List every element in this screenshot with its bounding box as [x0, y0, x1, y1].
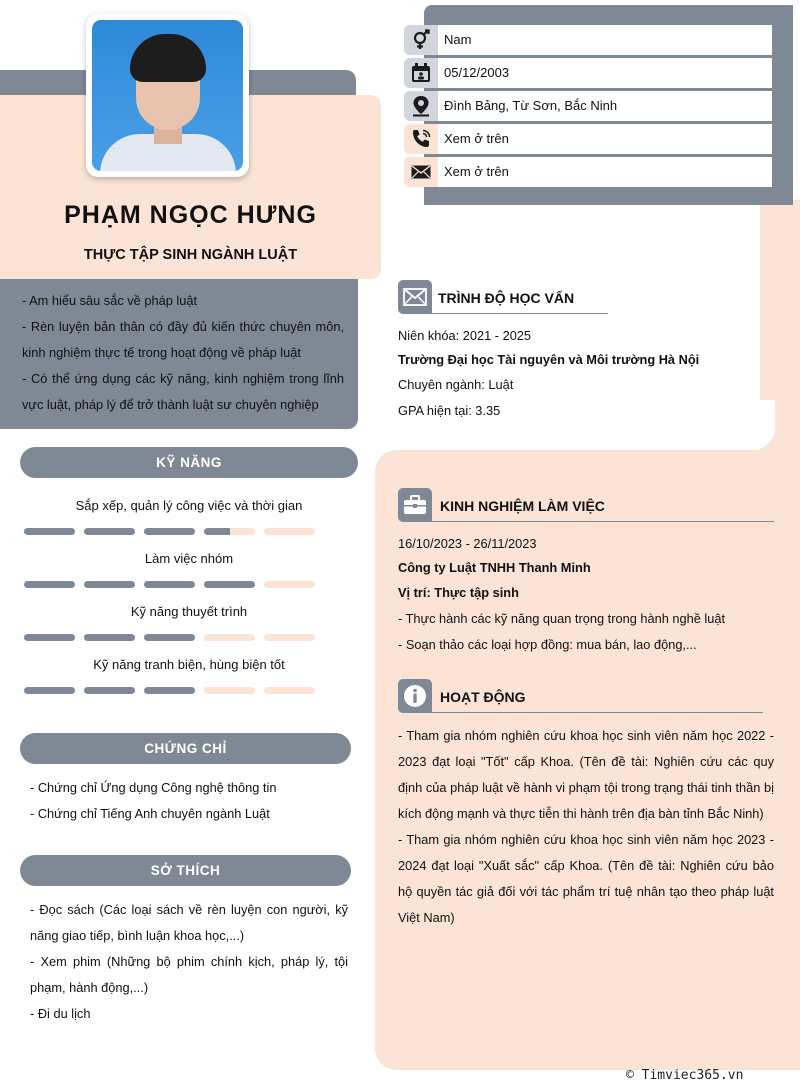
- skill-level-fill: [84, 687, 135, 694]
- skill-level-segment: [84, 581, 135, 588]
- activities-header: [398, 679, 763, 713]
- certificates-header: CHỨNG CHỈ: [20, 733, 351, 764]
- email-value: Xem ở trên: [438, 157, 772, 187]
- education-gpa: GPA hiện tại: 3.35: [398, 403, 501, 418]
- experience-divider: [432, 521, 774, 522]
- activity-item: - Tham gia nhóm nghiên cứu khoa học sinh viên năm học 2022 - 2023 đạt loại "Tốt" cấp Khoa. (Tên đề tài: Nghiên cứu các quy định của pháp luật về hành vi phạm tội trong trạng thái tinh thần bị kích động mạnh và thực tiễn thi hành trên địa bàn tỉnh Bắc Ninh): [398, 728, 774, 821]
- certificate-item: - Chứng chỉ Tiếng Anh chuyên ngành Luật: [30, 806, 270, 821]
- skill-name: Làm việc nhóm: [144, 551, 234, 566]
- envelope-icon: [404, 157, 438, 187]
- skill-name: Kỹ năng tranh biện, hùng biện tốt: [93, 657, 285, 672]
- skill-level-fill: [24, 581, 75, 588]
- experience-position: Vị trí: Thực tập sinh: [398, 585, 519, 600]
- hobbies-header: SỞ THÍCH: [20, 855, 351, 886]
- avatar-photo: [92, 20, 243, 171]
- certificates-list: [30, 775, 348, 827]
- skill-level-fill: [24, 687, 75, 694]
- certificate-item: - Chứng chỉ Ứng dụng Công nghệ thông tin: [30, 780, 277, 795]
- experience-header: [398, 488, 774, 522]
- skill-level-segment: [24, 634, 75, 641]
- skill-name: Sắp xếp, quản lý công việc và thời gian: [75, 498, 303, 513]
- contact-row-phone: [404, 124, 772, 154]
- hobbies-list: [30, 897, 348, 1027]
- education-header: [398, 280, 608, 314]
- activities-title: HOẠT ĐỘNG: [440, 689, 526, 705]
- career-summary: [22, 288, 344, 418]
- skill-level-bar: [24, 687, 316, 694]
- skill-level-fill: [144, 581, 195, 588]
- skill-level-bar: [24, 634, 316, 641]
- skill-level-fill: [204, 528, 230, 535]
- gender-icon: [404, 25, 438, 55]
- activities-list: [398, 723, 774, 931]
- education-period: Niên khóa: 2021 - 2025: [398, 328, 532, 343]
- gender-value: Nam: [438, 25, 772, 55]
- experience-period: 16/10/2023 - 26/11/2023: [398, 536, 537, 551]
- education-major: Chuyên ngành: Luật: [398, 377, 514, 392]
- phone-value: Xem ở trên: [438, 124, 772, 154]
- skill-name: Kỹ năng thuyết trình: [130, 604, 248, 619]
- activity-item: - Tham gia nhóm nghiên cứu khoa học sinh viên năm học 2023 - 2024 đạt loại "Xuất sắc" cấp Khoa. (Tên đề tài: Nghiên cứu bảo hộ quyền tác giả đối với tác phẩm trí tuệ nhân tạo theo pháp luật Việt Nam): [398, 832, 774, 925]
- skill-level-segment: [204, 581, 255, 588]
- calendar-icon: [404, 58, 438, 88]
- contact-row-address: [404, 91, 772, 121]
- activities-divider: [432, 712, 763, 713]
- skill-level-segment: [84, 687, 135, 694]
- skill-level-segment: [144, 581, 195, 588]
- experience-company: Công ty Luật TNHH Thanh Minh: [398, 560, 591, 575]
- summary-line: - Có thể ứng dụng các kỹ năng, kinh nghiệm trong lĩnh vực luật, pháp lý để trở thành luật sư chuyên nghiệp: [22, 371, 344, 412]
- avatar: [86, 14, 249, 177]
- skill-level-segment: [204, 634, 255, 641]
- skill-level-fill: [84, 581, 135, 588]
- education-title: TRÌNH ĐỘ HỌC VẤN: [438, 290, 575, 306]
- contact-row-gender: [404, 25, 772, 55]
- hobby-item: - Xem phim (Những bộ phim chính kịch, pháp lý, tội phạm, hành động,...): [30, 954, 348, 995]
- skill-level-segment: [264, 687, 315, 694]
- skill-level-fill: [24, 634, 75, 641]
- skill-level-fill: [84, 634, 135, 641]
- skill-level-segment: [264, 634, 315, 641]
- skill-level-segment: [204, 528, 255, 535]
- skill-level-fill: [144, 687, 195, 694]
- skill-level-segment: [144, 687, 195, 694]
- contact-row-email: [404, 157, 772, 187]
- skill-level-fill: [144, 528, 195, 535]
- experience-task: - Soạn thảo các loại hợp đồng: mua bán, lao động,...: [398, 637, 697, 652]
- experience-task: - Thực hành các kỹ năng quan trọng trong hành nghề luật: [398, 611, 726, 626]
- education-school: Trường Đại học Tài nguyên và Môi trường Hà Nội: [398, 352, 700, 367]
- skill-level-fill: [144, 634, 195, 641]
- skill-level-fill: [204, 581, 255, 588]
- birthday-value: 05/12/2003: [438, 58, 772, 88]
- info-icon: [398, 679, 432, 713]
- summary-line: - Am hiểu sâu sắc về pháp luật: [22, 293, 197, 308]
- skill-level-bar: [24, 528, 316, 535]
- skill-level-segment: [84, 528, 135, 535]
- candidate-name: PHẠM NGỌC HƯNG: [64, 201, 317, 229]
- skill-level-segment: [144, 634, 195, 641]
- skill-level-segment: [84, 634, 135, 641]
- skill-level-segment: [24, 528, 75, 535]
- skills-header: KỸ NĂNG: [20, 447, 358, 478]
- copyright-footer: © Timviec365.vn: [626, 1068, 744, 1083]
- summary-line: - Rèn luyện bản thân có đầy đủ kiến thức chuyên môn, kinh nghiệm thực tế trong hoạt động về pháp luật: [22, 319, 344, 360]
- skill-level-segment: [144, 528, 195, 535]
- contact-row-birthday: [404, 58, 772, 88]
- location-pin-icon: [404, 91, 438, 121]
- skill-level-segment: [264, 581, 315, 588]
- skill-level-segment: [24, 687, 75, 694]
- address-value: Đình Bảng, Từ Sơn, Bắc Ninh: [438, 91, 772, 121]
- education-divider: [432, 313, 608, 314]
- hobby-item: - Đọc sách (Các loại sách về rèn luyện con người, kỹ năng giao tiếp, bình luận khoa học,...): [30, 902, 348, 943]
- envelope-icon: [398, 280, 432, 314]
- skill-level-fill: [84, 528, 135, 535]
- job-title: THỰC TẬP SINH NGÀNH LUẬT: [83, 247, 298, 263]
- experience-title: KINH NGHIỆM LÀM VIỆC: [440, 498, 605, 514]
- skill-level-segment: [264, 528, 315, 535]
- phone-icon: [404, 124, 438, 154]
- briefcase-icon: [398, 488, 432, 522]
- hobby-item: - Đi du lịch: [30, 1006, 91, 1021]
- skill-level-fill: [24, 528, 75, 535]
- skill-level-bar: [24, 581, 316, 588]
- skill-level-segment: [24, 581, 75, 588]
- skill-level-segment: [204, 687, 255, 694]
